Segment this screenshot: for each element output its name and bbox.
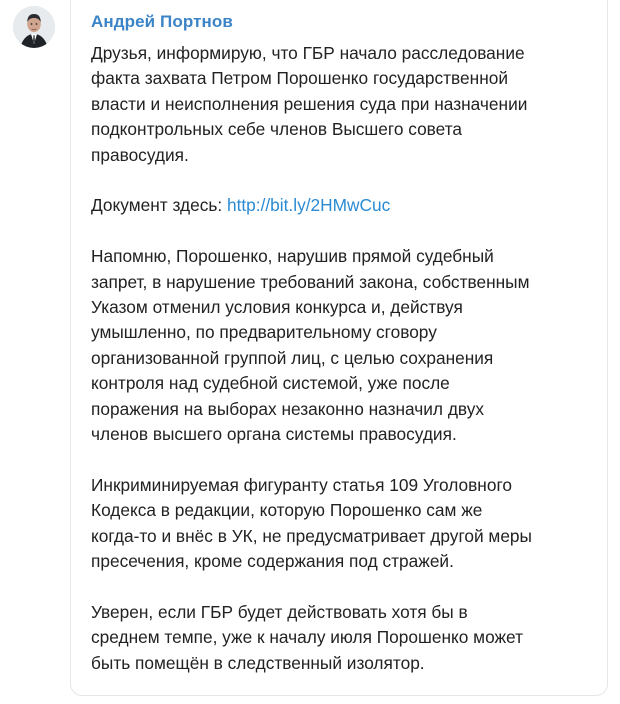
- text-line: среднем темпе, уже к началу июля Порошенко может: [91, 627, 523, 648]
- text-line: Инкриминируемая фигуранту статья 109 Уголовного: [91, 474, 513, 495]
- text-line: власти и неисполнения решения суда при назначении: [91, 93, 528, 114]
- text-line: Друзья, информирую, что ГБР начало расследование: [91, 43, 525, 63]
- paragraph-2: [91, 244, 596, 447]
- text-line: факта захвата Петром Порошенко государственной: [91, 68, 509, 89]
- paragraph-3: [91, 473, 596, 575]
- text-line: организованной группой лиц, с целью сохранения: [91, 347, 494, 368]
- text-line: Напомню, Порошенко, нарушив прямой судебный: [91, 246, 494, 267]
- text-line: быть помещён в следственный изолятор.: [91, 652, 425, 673]
- paragraph-4: [91, 600, 596, 676]
- paragraph-1: [91, 41, 596, 168]
- text-line: запрет, в нарушение требований закона, собственным: [91, 271, 530, 292]
- avatar[interactable]: [13, 6, 55, 48]
- text-line: когда-то и внёс в УК, не предусматривает другой меры: [91, 525, 532, 546]
- author-name[interactable]: Андрей Портнов: [91, 12, 233, 31]
- document-paragraph: [91, 193, 596, 218]
- text-line: правосудия.: [91, 144, 189, 165]
- text-line: умышленно, по предварительному сговору: [91, 322, 437, 343]
- message-text: [91, 41, 596, 701]
- text-line: Кодекса в редакции, которую Порошенко сам же: [91, 500, 483, 521]
- document-link[interactable]: http://bit.ly/2HMwCuc: [226, 195, 391, 216]
- text-line: Уверен, если ГБР будет действовать хотя бы в: [91, 601, 468, 622]
- text-line: поражения на выборах незаконно назначил двух: [91, 398, 484, 419]
- document-label: Документ здесь:: [91, 195, 227, 216]
- text-line: контроля над судебной системой, уже после: [91, 373, 450, 394]
- user-avatar-icon: [13, 6, 55, 48]
- text-line: пресечения, кроме содержания под стражей.: [91, 551, 454, 572]
- text-line: подконтрольных себе членов Высшего совета: [91, 119, 463, 140]
- text-line: членов высшего органа системы правосудия.: [91, 424, 457, 445]
- text-line: Указом отменил условия конкурса и, действуя: [91, 297, 463, 318]
